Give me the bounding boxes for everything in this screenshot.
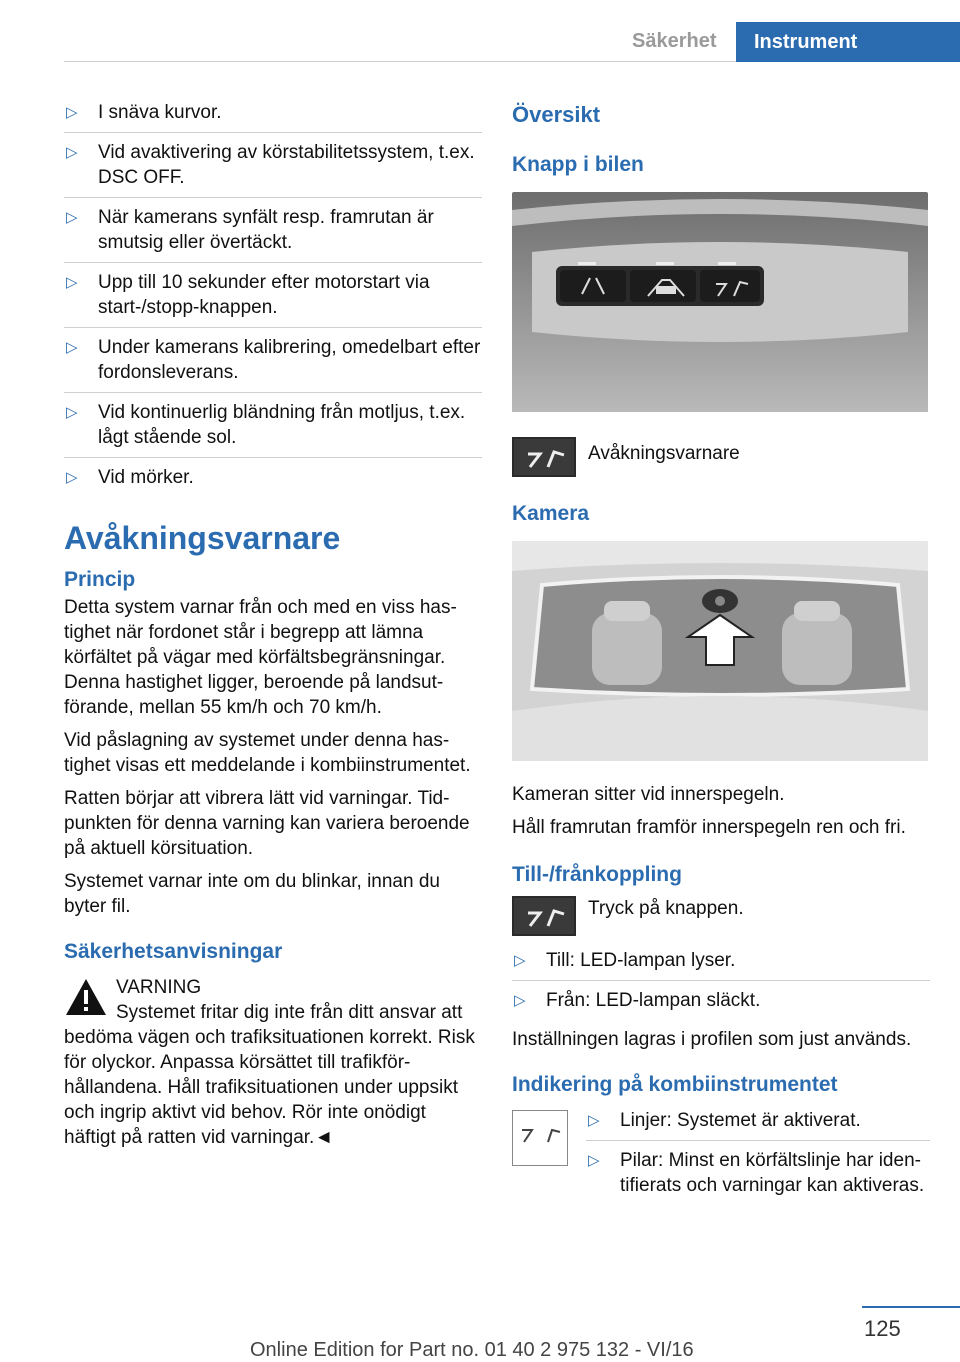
indication-heading: Indikering på kombiinstrumentet xyxy=(512,1073,838,1096)
header-tab-sakerhet[interactable]: Säkerhet xyxy=(632,30,717,52)
footer-rule xyxy=(862,1306,960,1308)
list-item: ▷ Under kamerans kalibrering, omedelbart efter fordonsleverans. xyxy=(64,335,482,393)
list-item: ▷ Vid avaktivering av körstabilitetssystem, t.ex. DSC OFF. xyxy=(64,140,482,198)
toggle-list xyxy=(512,948,930,1020)
principle-paragraph: Vid påslagning av systemet under denna hastighet visas ett meddelande i kombiinstrumentet. xyxy=(64,730,471,776)
camera-heading: Kamera xyxy=(512,502,590,525)
list-item: ▷ Pilar: Minst en körfältslinje har identifierats och varningar kan aktiveras. xyxy=(588,1150,925,1196)
triangle-bullet-icon: ▷ xyxy=(66,144,78,161)
camera-text-line: Kameran sitter vid innerspegeln. xyxy=(512,784,785,805)
triangle-bullet-icon: ▷ xyxy=(66,339,78,356)
edition-line: Online Edition for Part no. 01 40 2 975 132 - VI/16 xyxy=(250,1339,694,1361)
profile-note: Inställningen lagras i profilen som just används. xyxy=(512,1029,912,1050)
list-item: ▷ Linjer: Systemet är aktiverat. xyxy=(586,1108,930,1141)
button-caption: Avåkningsvarnare xyxy=(588,443,740,464)
list-item: ▷ Vid mörker. xyxy=(66,467,194,488)
right-column xyxy=(512,102,930,1212)
principle-heading: Princip xyxy=(64,568,136,591)
principle-paragraph: Ratten börjar att vibrera lätt vid varningar. Tidpunkten för denna varning kan variera beroende på aktuell körsituation. xyxy=(64,788,470,859)
toggle-heading: Till-/frånkoppling xyxy=(512,863,682,886)
list-item: ▷ Till: LED-lampan lyser. xyxy=(512,948,930,981)
triangle-bullet-icon: ▷ xyxy=(66,104,78,121)
list-item: ▷ Från: LED-lampan släckt. xyxy=(514,990,761,1011)
triangle-bullet-icon: ▷ xyxy=(514,952,526,969)
list-item: ▷ I snäva kurvor. xyxy=(64,100,482,133)
principle-paragraph: Systemet varnar inte om du blinkar, innan du byter fil. xyxy=(64,871,440,917)
list-item: ▷ När kamerans synfält resp. framrutan är smutsig eller övertäckt. xyxy=(64,205,482,263)
warning-block xyxy=(64,975,482,1150)
triangle-bullet-icon: ▷ xyxy=(66,469,78,486)
warning-label: VARNING xyxy=(116,977,202,998)
toggle-instruction-row xyxy=(512,896,930,938)
overview-heading: Översikt xyxy=(512,102,601,127)
left-column xyxy=(64,100,482,1150)
button-heading: Knapp i bilen xyxy=(512,153,644,176)
button-panel-photo xyxy=(512,192,928,419)
camera-text-line: Håll framrutan framför innerspegeln ren och fri. xyxy=(512,817,906,838)
lane-departure-button-icon xyxy=(512,437,576,477)
triangle-bullet-icon: ▷ xyxy=(66,404,78,421)
list-item: ▷ Upp till 10 sekunder efter motorstart via start-/stopp-knappen. xyxy=(64,270,482,328)
header-tab-instrument[interactable]: Instrument xyxy=(736,22,960,62)
triangle-bullet-icon: ▷ xyxy=(514,992,526,1009)
camera-photo xyxy=(512,541,928,768)
triangle-bullet-icon: ▷ xyxy=(66,274,78,291)
warning-triangle-icon xyxy=(64,977,108,1017)
safety-heading: Säkerhetsanvisningar xyxy=(64,940,283,963)
list-item: ▷ Vid kontinuerlig bländning från motljus, t.ex. lågt stående sol. xyxy=(64,400,482,458)
lane-departure-button-icon xyxy=(512,896,576,936)
indication-list xyxy=(586,1108,930,1205)
triangle-bullet-icon: ▷ xyxy=(66,209,78,226)
warning-text: Systemet fritar dig inte från ditt ansvar att bedöma vägen och trafiksituationen korrekt. Risk för olyckor. Anpassa körsättet till trafikförhållandena. Håll trafiksituationen under uppsikt och ingrip aktivt vid behov. Rör inte onödigt häftigt på ratten vid varningar.◄ xyxy=(64,1002,475,1148)
indication-block xyxy=(512,1108,930,1205)
lane-lines-indicator-icon xyxy=(512,1110,568,1166)
triangle-bullet-icon: ▷ xyxy=(588,1112,600,1129)
condition-list xyxy=(64,100,482,497)
page-number: 125 xyxy=(864,1316,901,1341)
page-title: Avåkningsvarnare xyxy=(64,520,341,556)
button-caption-row xyxy=(512,437,930,479)
principle-paragraph: Detta system varnar från och med en viss hastighet när fordonet står i begrepp att lämna körfältet på vägar med körfältsbegränsningar. Denna hastighet ligger, beroende på landsutförande, mellan 55 km/h och 70 km/h. xyxy=(64,597,457,718)
toggle-instruction: Tryck på knappen. xyxy=(588,898,744,919)
triangle-bullet-icon: ▷ xyxy=(588,1152,600,1169)
